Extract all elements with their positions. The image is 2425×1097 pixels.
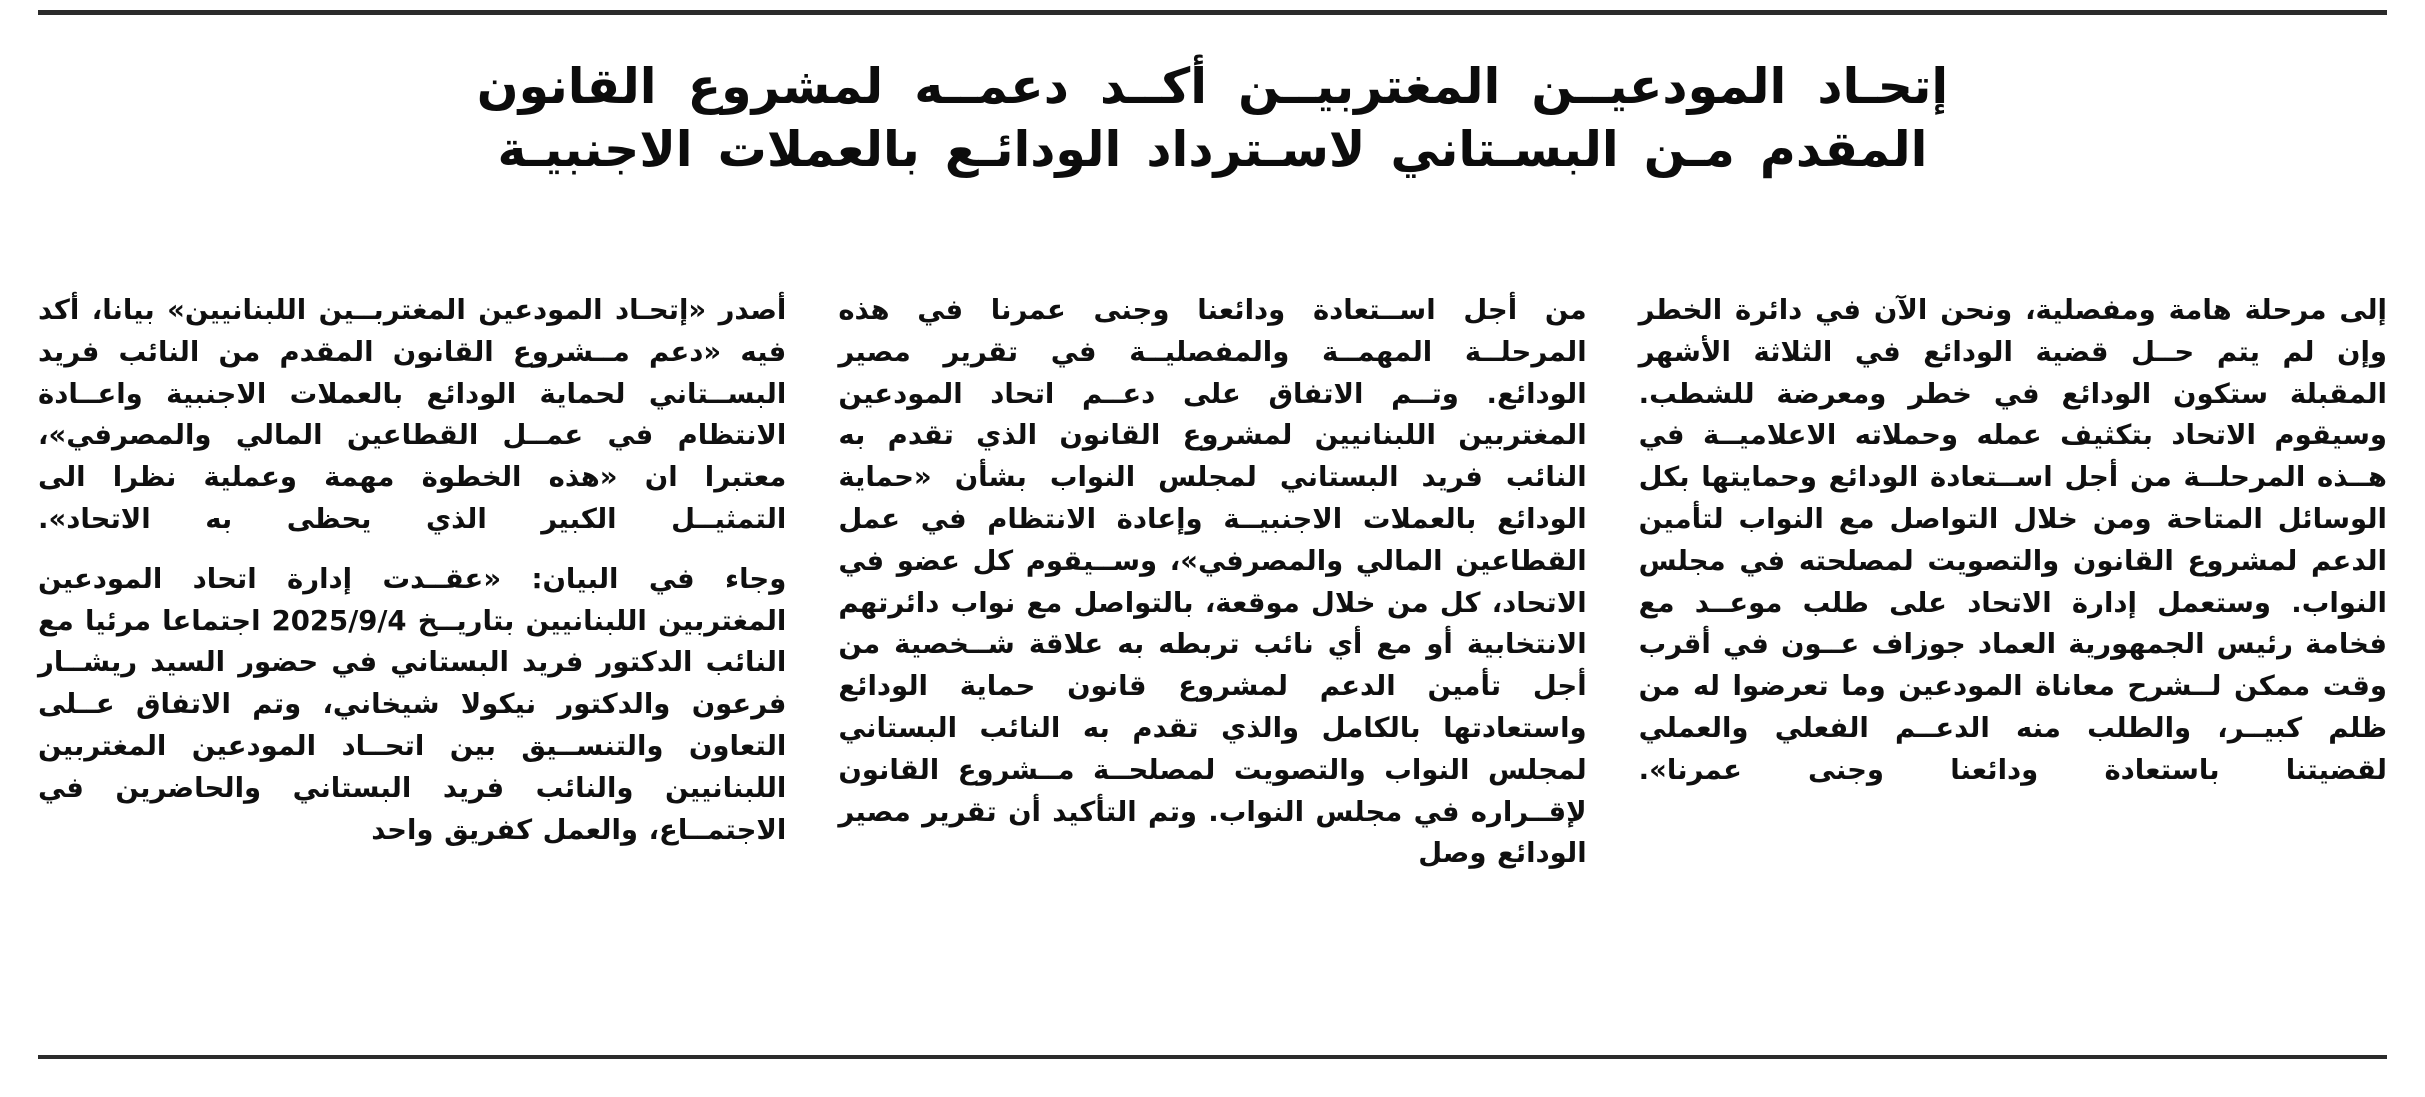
bottom-divider — [38, 1055, 2387, 1059]
top-divider — [38, 10, 2387, 15]
page-title — [38, 56, 2387, 181]
column-right — [38, 290, 786, 1037]
paragraph: وجاء في البيان: «عقــدت إدارة اتحاد المودعين المغتربين اللبنانيين بتاريــخ 2025/9/4 اجتماعا مرئيا مع النائب الدكتور فريد البستاني في حضور السيد ريشــار فرعون والدكتور نيكولا شيخاني، وتم الاتفاق عــلى التعاون والتنســيق بين اتحــاد المودعين المغتربين اللبنانيين والنائب فريد البستاني والحاضرين في الاجتمــاع، والعمل كفريق واحد — [38, 562, 787, 846]
paragraph: أصدر «إتحـاد المودعين المغتربــين اللبنانيين» بيانا، أكد فيه «دعم مــشروع القانون المقدم من النائب فريد البســتاني لحماية الودائع بالعملات الاجنبية واعــادة الانتظام في عمــل القطاعين المالي والمصرفي»، معتبرا ان «هذه الخطوة مهمة وعملية نظرا الى التمثيــل الكبير الذي يحظى به الاتحاد». — [38, 294, 787, 535]
article-columns — [38, 290, 2387, 1037]
headline-line-2: المقدم مـن البسـتاني لاسـترداد الودائـع بالعملات الاجنبيـة — [497, 120, 1928, 178]
column-middle — [838, 290, 1586, 1037]
column-left — [1639, 290, 2387, 1037]
paragraph: إلى مرحلة هامة ومفصلية، ونحن الآن في دائرة الخطر وإن لم يتم حــل قضية الودائع في الثلاثة الأشهر المقبلة ستكون الودائع في خطر ومعرضة للشطب. وسيقوم الاتحاد بتكثيف عمله وحملاته الاعلاميــة في هــذه المرحلــة من أجل اســتعادة الودائع وحمايتها بكل الوسائل المتاحة ومن خلال التواصل مع النواب لتأمين الدعم لمشروع القانون والتصويت لمصلحته في مجلس النواب. وستعمل إدارة الاتحاد على طلب موعــد مع فخامة رئيس الجمهورية العماد جوزاف عــون في أقرب وقت ممكن لــشرح معاناة المودعين وما تعرضوا له من ظلم كبيــر، والطلب منه الدعــم الفعلي والعملي لقضيتنا باستعادة ودائعنا وجنى عمرنا». — [1638, 294, 2387, 786]
paragraph: من أجل اســتعادة ودائعنا وجنى عمرنا في هذه المرحلــة المهمــة والمفصليــة في تقرير مصير الودائع. وتــم الاتفاق على دعــم اتحاد المودعين المغتربين اللبنانيين لمشروع القانون الذي تقدم به النائب فريد البستاني لمجلس النواب بشأن «حماية الودائع بالعملات الاجنبيــة وإعادة الانتظام في عمل القطاعين المالي والمصرفي»، وســيقوم كل عضو في الاتحاد، كل من خلال موقعة، بالتواصل مع نواب دائرتهم الانتخابية أو مع أي نائب تربطه به علاقة شــخصية من أجل تأمين الدعم لمشروع قانون حماية الودائع واستعادتها بالكامل والذي تقدم به النائب البستاني لمجلس النواب والتصويت لمصلحــة مــشروع القانون لإقــراره في مجلس النواب. وتم التأكيد أن تقرير مصير الودائع وصل — [838, 294, 1587, 870]
headline-line-1: إتحـاد المودعيــن المغتربيــن أكــد دعمــه لمشروع القانون — [476, 58, 1949, 115]
